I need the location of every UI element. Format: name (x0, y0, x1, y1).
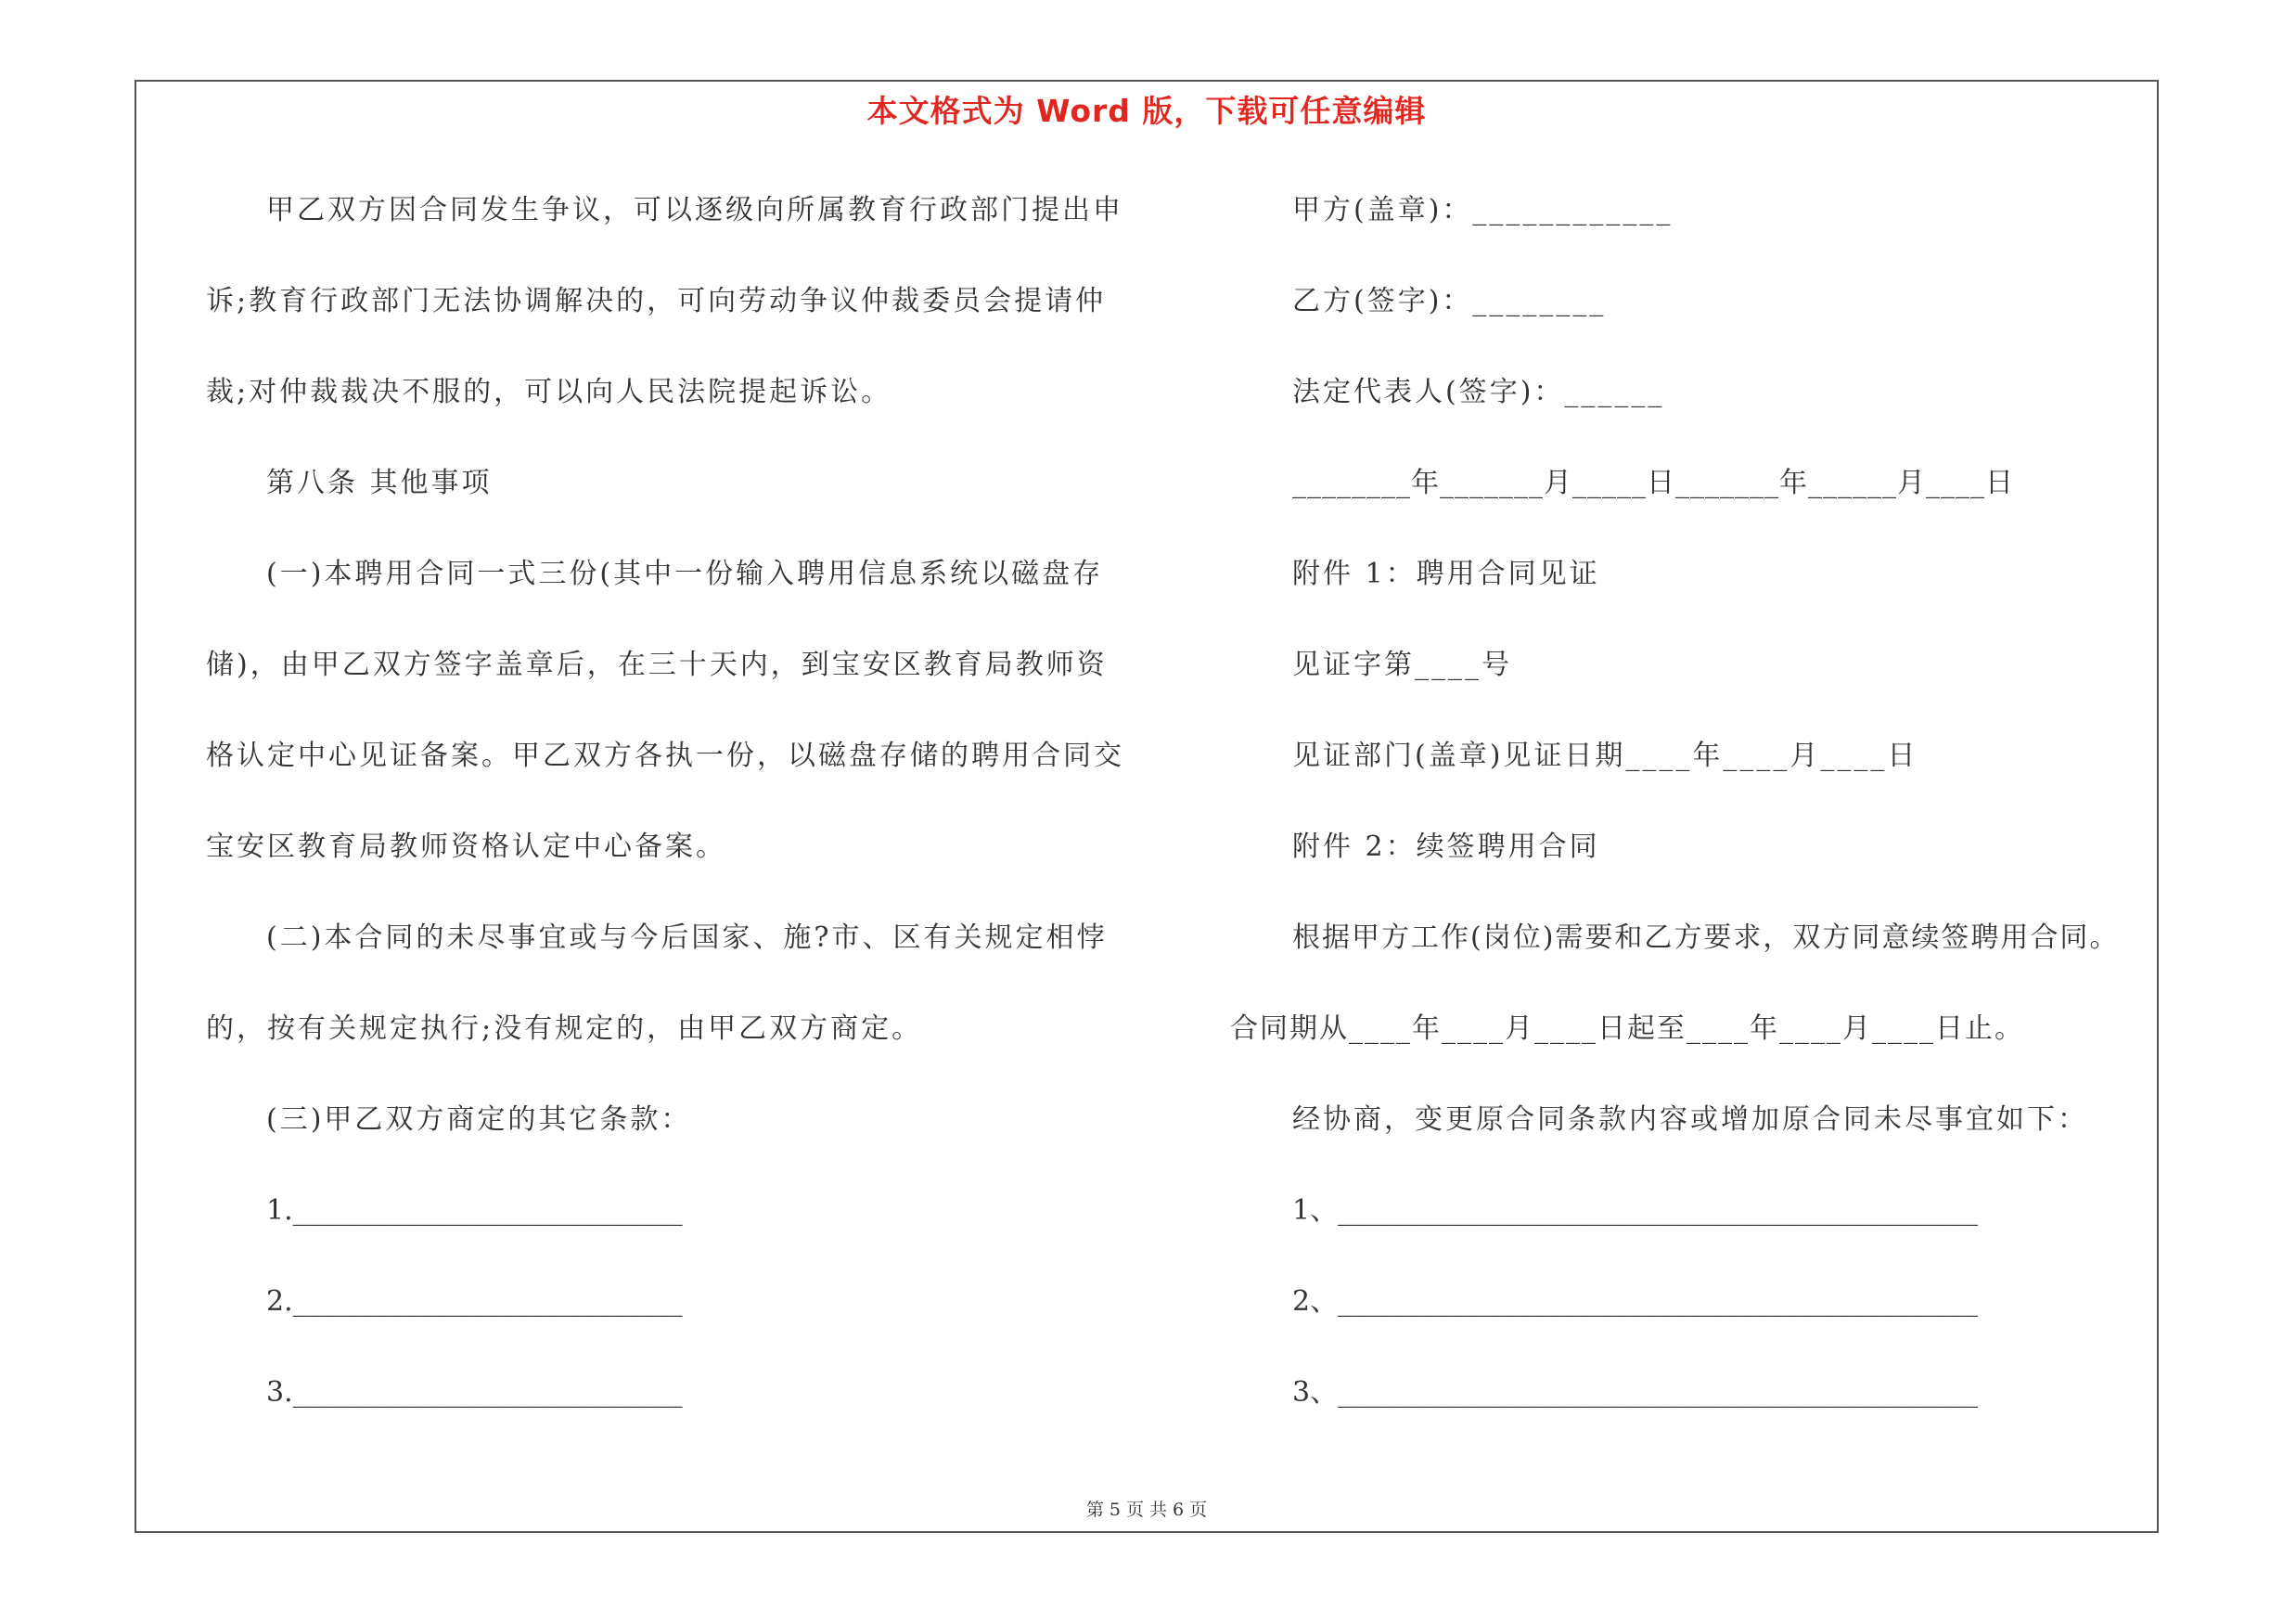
date-line: ________年_______月_____日_______年______月____日 (1292, 467, 2014, 499)
left-line: 宝安区教育局教师资格认定中心备案。 (206, 831, 726, 863)
left-line: (二)本合同的未尽事宜或与今后国家、施?市、区有关规定相悖 (266, 921, 1108, 954)
blank-item-2: 2.____________________________ (266, 1285, 683, 1318)
change-item-2: 2、______________________________________________ (1292, 1285, 1979, 1318)
right-line: 根据甲方工作(岗位)需要和乙方要求，双方同意续签聘用合同。 (1292, 921, 2120, 954)
page-number: 第 5 页 共 6 页 (1085, 1500, 1208, 1520)
format-banner: 本文格式为 Word 版，下载可任意编辑 (866, 93, 1427, 129)
left-line: (一)本聘用合同一式三份(其中一份输入聘用信息系统以磁盘存 (266, 558, 1104, 590)
left-line: 诉;教育行政部门无法协调解决的，可向劳动争议仲裁委员会提请仲 (206, 285, 1107, 317)
witness-number: 见证字第____号 (1292, 649, 1512, 681)
party-a-seal: 甲方(盖章)：____________ (1292, 194, 1674, 226)
left-line: 裁;对仲裁裁决不服的，可以向人民法院提起诉讼。 (206, 376, 892, 408)
attachment-2-title: 附件 2：续签聘用合同 (1292, 831, 1600, 863)
left-line: 格认定中心见证备案。甲乙双方各执一份，以磁盘存储的聘用合同交 (206, 740, 1124, 772)
right-line: 经协商，变更原合同条款内容或增加原合同未尽事宜如下： (1292, 1103, 2088, 1136)
left-line: (三)甲乙双方商定的其它条款： (266, 1103, 692, 1136)
left-line: 的，按有关规定执行;没有规定的，由甲乙双方商定。 (206, 1012, 923, 1045)
legal-representative: 法定代表人(签字)：______ (1292, 376, 1665, 408)
witness-department-date: 见证部门(盖章)见证日期____年____月____日 (1292, 740, 1918, 772)
party-b-signature: 乙方(签字)：________ (1292, 285, 1607, 317)
article-heading: 第八条 其他事项 (266, 467, 493, 499)
blank-item-3: 3.____________________________ (266, 1376, 683, 1409)
left-line: 储)，由甲乙双方签字盖章后，在三十天内，到宝安区教育局教师资 (206, 649, 1108, 681)
change-item-1: 1、______________________________________________ (1292, 1194, 1979, 1227)
left-line: 甲乙双方因合同发生争议，可以逐级向所属教育行政部门提出申 (266, 194, 1123, 226)
blank-item-1: 1.____________________________ (266, 1194, 683, 1227)
attachment-1-title: 附件 1：聘用合同见证 (1292, 558, 1600, 590)
contract-period: 合同期从____年____月____日起至____年____月____日止。 (1230, 1012, 2024, 1045)
change-item-3: 3、______________________________________________ (1292, 1376, 1979, 1409)
